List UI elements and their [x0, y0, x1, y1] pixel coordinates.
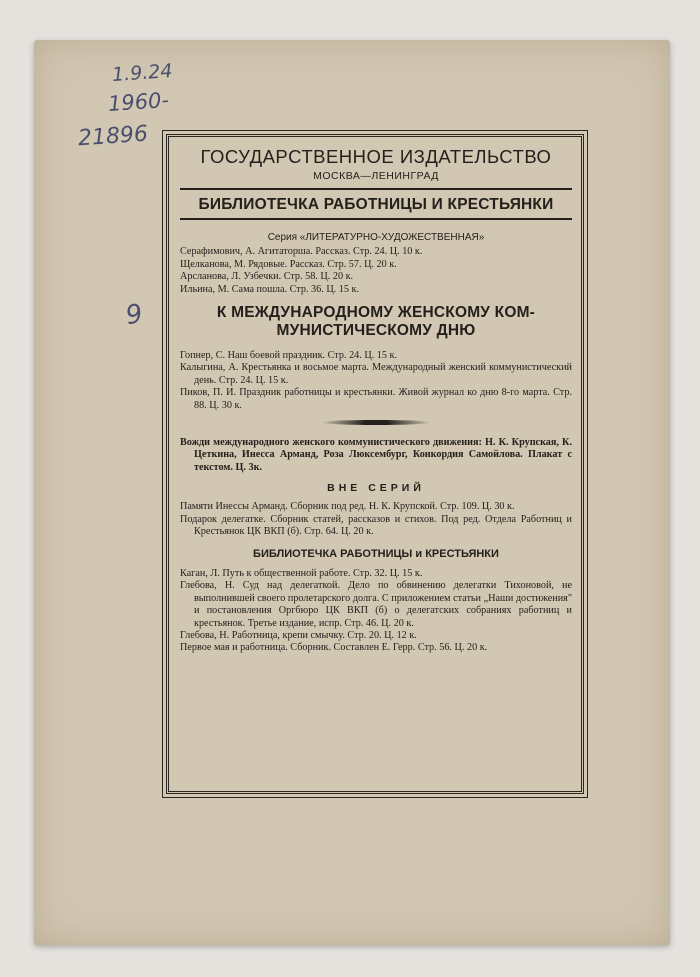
list-item: Калыгина, А. Крестьянка и восьмое марта. Международный женский коммунистический день. Стр. 24. Ц. 15 к. — [180, 362, 572, 386]
list-item: Глебова, Н. Суд над делегаткой. Дело по обвинению делегатки Тихоновой, не выполнившей своего пролетарского долга. С приложением статьи „Наши достижения" и постановления Оргбюро ЦК ВКП (б) о делегатских собраниях работниц и крестьянок. Третье издание, испр. Стр. 46. Ц. 20 к. — [180, 580, 572, 629]
list-item: Ильина, М. Сама пошла. Стр. 36. Ц. 15 к. — [180, 283, 359, 295]
outside-series-title: ВНЕ СЕРИЙ — [327, 482, 425, 495]
handwritten-date: 1.9.24 — [111, 59, 174, 87]
list-item: Щелканова, М. Рядовые. Рассказ. Стр. 57. Ц. 20 к. — [180, 258, 397, 270]
advertisement-content — [180, 146, 572, 655]
womens-day-title-line1: К МЕЖДУНАРОДНОМУ ЖЕНСКОМУ КОМ- — [216, 304, 536, 322]
womens-day-title — [180, 304, 572, 340]
ornament-divider — [321, 420, 431, 425]
womens-day-title-line2: МУНИСТИЧЕСКОМУ ДНЮ — [276, 322, 476, 340]
list-item: Первое мая и работница. Сборник. Составлен Е. Герр. Стр. 56. Ц. 20 к. — [180, 642, 488, 654]
handwritten-year: 1960- — [107, 87, 170, 117]
list-item: Гопнер, С. Наш боевой праздник. Стр. 24. Ц. 15 к. — [180, 349, 398, 361]
library-title: БИБЛИОТЕЧКА РАБОТНИЦЫ И КРЕСТЬЯНКИ — [198, 196, 554, 214]
list-item: Подарок делегатке. Сборник статей, рассказов и стихов. Под ред. Отдела Работниц и Крестьянок ЦК ВКП (б). Стр. 64. Ц. 20 к. — [180, 513, 572, 537]
handwritten-number: 21896 — [77, 121, 149, 152]
list-item: Памяти Инессы Арманд. Сборник под ред. Н. К. Крупской. Стр. 109. Ц. 30 к. — [180, 501, 515, 513]
publisher-cities: МОСКВА—ЛЕНИНГРАД — [313, 169, 439, 182]
list-item: Пиков, П. И. Праздник работницы и крестьянки. Живой журнал ко дню 8-го марта. Стр. 88. Ц. 30 к. — [180, 387, 572, 411]
publisher-name: ГОСУДАРСТВЕННОЕ ИЗДАТЕЛЬСТВО — [200, 146, 552, 167]
library-second-title: БИБЛИОТЕЧКА РАБОТНИЦЫ и КРЕСТЬЯНКИ — [253, 548, 499, 561]
list-item: Серафимович, А. Агитаторша. Рассказ. Стр. 24. Ц. 10 к. — [180, 246, 423, 258]
list-item: Арсланова, Л. Узбечки. Стр. 58. Ц. 20 к. — [180, 271, 354, 283]
list-item: Глебова, Н. Работница, крепи смычку. Стр. 20. Ц. 12 к. — [180, 630, 417, 642]
series-literary-title: Серия «ЛИТЕРАТУРНО-ХУДОЖЕСТВЕННАЯ» — [267, 232, 485, 244]
leaders-poster: Вожди международного женского коммунистического движения: Н. К. Крупская, К. Цеткина, Инесса Арманд, Роза Люксембург, Конкордия Самойлова. Плакат с текстом. Ц. 3к. — [180, 437, 572, 473]
list-item: Каган, Л. Путь к общественной работе. Стр. 32. Ц. 15 к. — [180, 567, 423, 579]
library-rule — [180, 218, 572, 220]
handwritten-margin-mark: 9 — [123, 298, 146, 332]
header-rule — [180, 188, 572, 190]
